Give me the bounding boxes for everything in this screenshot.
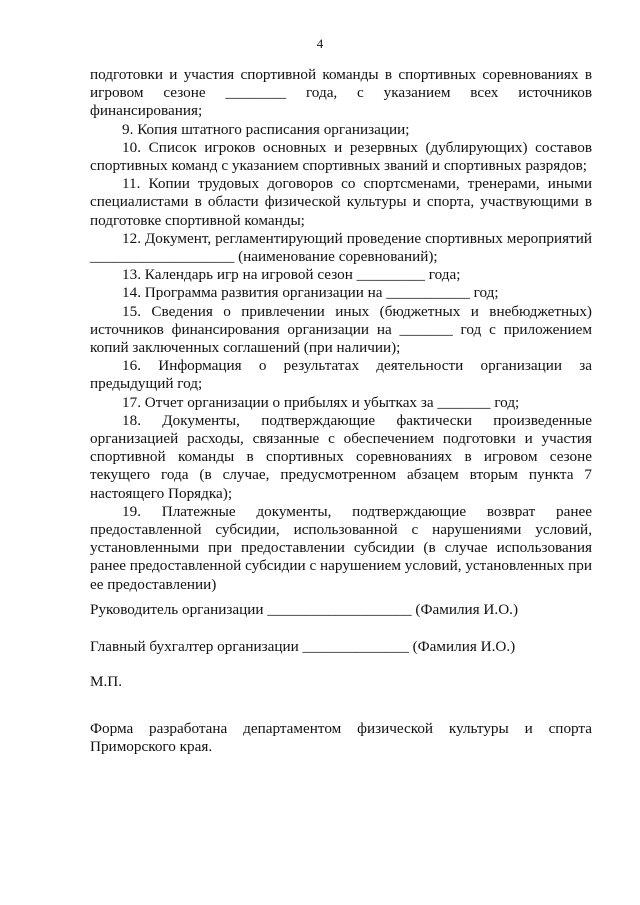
item-19: 19. Платежные документы, подтверждающие возврат ранее предоставленной субсидии, использованной с нарушениями условий, установленными при предоставлении субсидии (в случае использования ранее предоставленной субсидии с нарушением условий, установленных при ее предоставлении) xyxy=(90,502,592,593)
item-11: 11. Копии трудовых договоров со спортсменами, тренерами, иными специалистами в области физической культуры и спорта, участвующими в подготовке спортивной команды; xyxy=(90,175,592,229)
item-15: 15. Сведения о привлечении иных (бюджетных и внебюджетных) источников финансирования организации на _______ год с приложением копий заключенных соглашений (при наличии); xyxy=(90,302,592,357)
item-16: 16. Информация о результатах деятельности организации за предыдущий год; xyxy=(90,357,592,393)
page-number: 4 xyxy=(316,36,324,51)
signature-block xyxy=(90,601,592,656)
head-signature-line: Руководитель организации ___________________ (Фамилия И.О.) xyxy=(90,601,519,618)
form-author-note: Форма разработана департаментом физической культуры и спорта Приморского края. xyxy=(90,720,592,756)
seal-placeholder: М.П. xyxy=(90,673,123,690)
document-body xyxy=(90,66,592,594)
item-14: 14. Программа развития организации на ___________ год; xyxy=(122,284,499,302)
item-12: 12. Документ, регламентирующий проведение спортивных мероприятий ___________________ (наименование соревнований); xyxy=(90,229,592,266)
item-18: 18. Документы, подтверждающие фактически произведенные организацией расходы, связанные с обеспечением подготовки и участия спортивной команды в спортивных соревнованиях в игровом сезоне текущего года (в случае, предусмотренном абзацем вторым пункта 7 настоящего Порядка); xyxy=(90,411,592,502)
accountant-signature-line: Главный бухгалтер организации ______________ (Фамилия И.О.) xyxy=(90,638,516,656)
item-17: 17. Отчет организации о прибылях и убытках за _______ год; xyxy=(122,393,520,411)
item-9: 9. Копия штатного расписания организации; xyxy=(122,120,410,138)
paragraph-continuation: подготовки и участия спортивной команды в спортивных соревнованиях в игровом сезоне ________ года, с указанием всех источников финансирования; xyxy=(90,66,592,120)
item-10: 10. Список игроков основных и резервных (дублирующих) составов спортивных команд с указанием спортивных званий и спортивных разрядов; xyxy=(90,138,592,175)
item-13: 13. Календарь игр на игровой сезон _________ года; xyxy=(122,266,461,284)
